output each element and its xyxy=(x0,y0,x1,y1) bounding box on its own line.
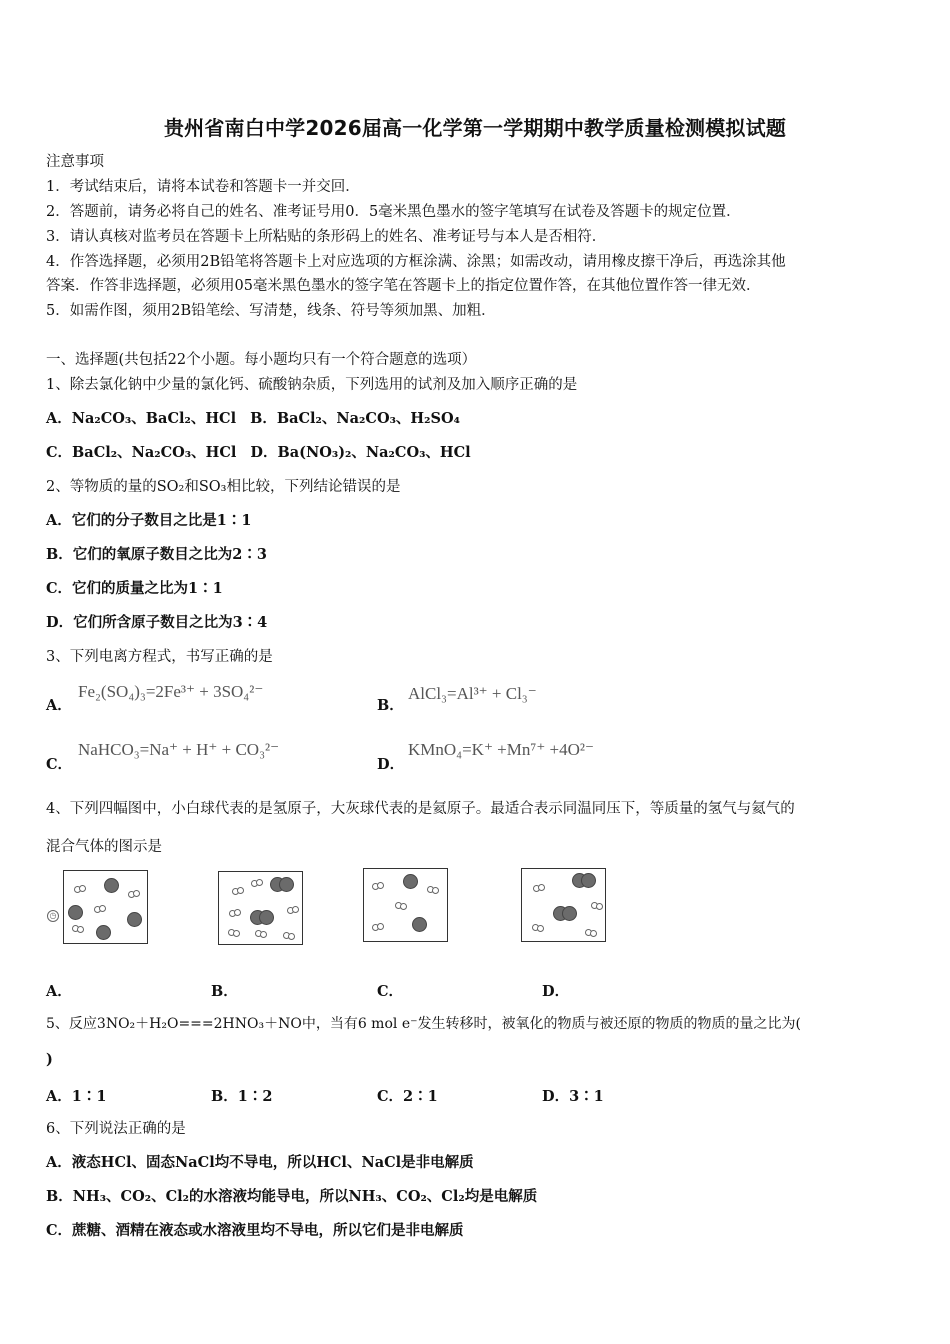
q3-option-b: AlCl₃=Al³⁺ + Cl₃⁻ xyxy=(408,684,537,703)
q1-option-b: BaCl₂、Na₂CO₃、H₂SO₄ xyxy=(276,410,460,427)
q3-d-label: D． xyxy=(377,756,405,773)
q3-option-c: NaHCO₃=Na⁺ + H⁺ + CO₃²⁻ xyxy=(78,740,280,759)
helium-atom xyxy=(279,877,294,892)
hydrogen-atom xyxy=(538,884,545,891)
q2-option-a: A．它们的分子数目之比是1∶1 xyxy=(46,512,252,529)
q5-option-a: A．1∶1 xyxy=(46,1088,107,1105)
q4-option-a: A． xyxy=(46,983,72,1000)
q1-b-label: B． xyxy=(250,410,277,427)
helium-atom xyxy=(581,873,596,888)
hydrogen-atom xyxy=(79,885,86,892)
q2-option-b: B．它们的氧原子数目之比为2∶3 xyxy=(46,546,267,563)
q1-option-c: BaCl₂、Na₂CO₃、HCl xyxy=(72,444,237,461)
q3-option-a: Fe₂(SO₄)₃=2Fe³⁺ + 3SO₄²⁻ xyxy=(78,682,264,701)
hydrogen-atom xyxy=(288,933,295,940)
q5-option-c: C．2∶1 xyxy=(377,1088,438,1105)
notice-item-2: 2．答题前，请务必将自己的姓名、准考证号用0．5毫米黑色墨水的签字笔填写在试卷及答题卡的规定位置． xyxy=(46,204,741,220)
diagram-b xyxy=(218,871,303,945)
helium-atom xyxy=(68,905,83,920)
q1-option-d: Ba(NO₃)₂、Na₂CO₃、HCl xyxy=(277,444,471,461)
helium-atom xyxy=(412,917,427,932)
q2-stem: 2、等物质的量的SO₂和SO₃相比较，下列结论错误的是 xyxy=(46,479,401,495)
helium-atom xyxy=(259,910,274,925)
hydrogen-atom xyxy=(234,909,241,916)
q6-option-b: B．NH₃、CO₂、Cl₂的水溶液均能导电，所以NH₃、CO₂、Cl₂均是电解质 xyxy=(46,1188,538,1205)
q3-c-label: C． xyxy=(46,756,73,773)
hydrogen-atom xyxy=(99,905,106,912)
q1-option-a: Na₂CO₃、BaCl₂、HCl xyxy=(71,410,237,427)
section-heading: 一、选择题(共包括22个小题。每小题均只有一个符合题意的选项） xyxy=(46,352,477,368)
q4-option-b: B． xyxy=(211,983,238,1000)
small-clock-icon: ◷ xyxy=(47,910,59,922)
hydrogen-atom xyxy=(233,930,240,937)
hydrogen-atom xyxy=(377,882,384,889)
hydrogen-atom xyxy=(400,903,407,910)
notice-item-4-cont: 答案．作答非选择题，必须用05毫米黑色墨水的签字笔在答题卡上的指定位置作答，在其他位置作答一律无效． xyxy=(46,278,761,294)
q3-b-label: B． xyxy=(377,697,404,714)
helium-atom xyxy=(96,925,111,940)
notice-item-5: 5．如需作图，须用2B铅笔绘、写清楚，线条、符号等须加黑、加粗． xyxy=(46,303,496,319)
q1-c-label: C． xyxy=(46,444,73,461)
q5-option-d: D．3∶1 xyxy=(542,1088,604,1105)
hydrogen-atom xyxy=(237,887,244,894)
hydrogen-atom xyxy=(260,931,267,938)
q5-stem-1: 5、反应3NO₂＋H₂O===2HNO₃＋NO中，当有6 mol e⁻发生转移时，被氧化的物质与被还原的物质的物质的量之比为( xyxy=(46,1016,801,1032)
notice-item-1: 1．考试结束后，请将本试卷和答题卡一并交回． xyxy=(46,179,360,195)
hydrogen-atom xyxy=(596,903,603,910)
hydrogen-atom xyxy=(256,879,263,886)
notice-item-3: 3．请认真核对监考员在答题卡上所粘贴的条形码上的姓名、准考证号与本人是否相符． xyxy=(46,229,607,245)
helium-atom xyxy=(127,912,142,927)
q5-option-b: B．1∶2 xyxy=(211,1088,273,1105)
q6-option-a: A．液态HCl、固态NaCl均不导电，所以HCl、NaCl是非电解质 xyxy=(46,1154,474,1171)
notice-item-4: 4．作答选择题，必须用2B铅笔将答题卡上对应选项的方框涂满、涂黑；如需改动，请用橡皮擦干净后，再选涂其他 xyxy=(46,254,786,270)
hydrogen-atom xyxy=(590,930,597,937)
q4-option-d: D． xyxy=(542,983,570,1000)
q3-a-label: A． xyxy=(46,697,72,714)
diagram-c xyxy=(363,868,448,942)
helium-atom xyxy=(562,906,577,921)
diagram-d xyxy=(521,868,606,942)
q4-stem-1: 4、下列四幅图中，小白球代表的是氢原子，大灰球代表的是氦原子。最适合表示同温同压下，等质量的氢气与氦气的 xyxy=(46,801,795,817)
q3-option-d: KMnO₄=K⁺ +Mn⁷⁺ +4O²⁻ xyxy=(408,740,594,759)
q2-option-d: D．它们所含原子数目之比为3∶4 xyxy=(46,614,268,631)
hydrogen-atom xyxy=(292,906,299,913)
diagram-a xyxy=(63,870,148,944)
hydrogen-atom xyxy=(133,890,140,897)
notice-heading: 注意事项 xyxy=(46,154,104,170)
helium-atom xyxy=(403,874,418,889)
hydrogen-atom xyxy=(77,926,84,933)
page-title: 贵州省南白中学2026届高一化学第一学期期中教学质量检测模拟试题 xyxy=(163,116,787,140)
q1-stem: 1、除去氯化钠中少量的氯化钙、硫酸钠杂质，下列选用的试剂及加入顺序正确的是 xyxy=(46,377,578,393)
q1-options-ab xyxy=(46,409,460,429)
hydrogen-atom xyxy=(432,887,439,894)
q3-stem: 3、下列电离方程式，书写正确的是 xyxy=(46,649,273,665)
hydrogen-atom xyxy=(537,925,544,932)
q4-stem-2: 混合气体的图示是 xyxy=(46,839,162,855)
hydrogen-atom xyxy=(377,923,384,930)
q2-option-c: C．它们的质量之比为1∶1 xyxy=(46,580,223,597)
q5-stem-2: ) xyxy=(46,1051,53,1068)
q1-a-label: A． xyxy=(46,410,72,427)
helium-atom xyxy=(104,878,119,893)
q1-d-label: D． xyxy=(250,444,278,461)
q1-options-cd xyxy=(46,443,471,463)
q6-stem: 6、下列说法正确的是 xyxy=(46,1121,186,1137)
q6-option-c: C．蔗糖、酒精在液态或水溶液里均不导电，所以它们是非电解质 xyxy=(46,1222,464,1239)
q4-option-c: C． xyxy=(377,983,404,1000)
